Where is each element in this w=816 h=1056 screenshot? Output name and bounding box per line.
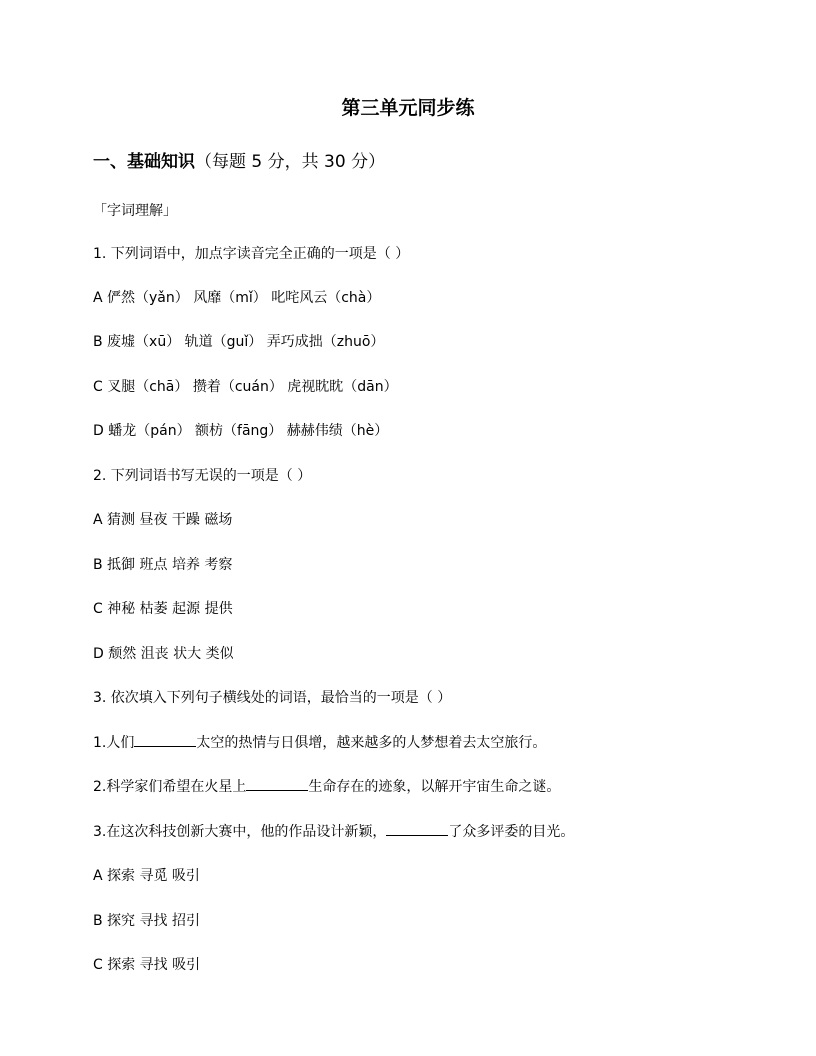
question-2-option-c: C 神秘 枯萎 起源 提供 — [93, 601, 233, 617]
question-3-sentence-1 — [93, 732, 546, 754]
section-heading-main: 一、基础知识 — [93, 152, 195, 172]
sentence-2-after: 生命存在的迹象，以解开宇宙生命之谜。 — [308, 779, 561, 795]
fill-blank-2 — [246, 776, 308, 791]
subheading: 「字词理解」 — [93, 203, 177, 219]
question-2-stem: 2. 下列词语书写无误的一项是（ ） — [93, 468, 312, 484]
question-3-option-c: C 探索 寻找 吸引 — [93, 957, 201, 973]
question-3-option-b: B 探究 寻找 招引 — [93, 913, 200, 929]
question-1-option-b: B 废墟（xū） 轨道（guǐ） 弄巧成拙（zhuō） — [93, 334, 385, 350]
question-2-option-a: A 猜测 昼夜 干躁 磁场 — [93, 512, 233, 528]
question-3-stem: 3. 依次填入下列句子横线处的词语，最恰当的一项是（ ） — [93, 690, 452, 706]
page-title: 第三单元同步练 — [341, 97, 475, 119]
question-3-sentence-3 — [93, 821, 574, 843]
question-1-stem: 1. 下列词语中，加点字读音完全正确的一项是（ ） — [93, 246, 410, 262]
question-1-option-a: A 俨然（yǎn） 风靡（mǐ） 叱咤风云（chà） — [93, 290, 381, 306]
question-1-option-d: D 蟠龙（pán） 额枋（fāng） 赫赫伟绩（hè） — [93, 423, 389, 439]
sentence-1-before: 1.人们 — [93, 735, 135, 751]
sentence-3-after: 了众多评委的目光。 — [448, 824, 575, 840]
question-3-sentence-2 — [93, 776, 560, 798]
section-heading — [93, 148, 385, 176]
section-heading-score: （每题 5 分，共 30 分） — [195, 152, 386, 172]
sentence-3-before: 3.在这次科技创新大赛中，他的作品设计新颖， — [93, 824, 387, 840]
sentence-2-before: 2.科学家们希望在火星上 — [93, 779, 247, 795]
question-3-option-a: A 探索 寻觅 吸引 — [93, 868, 200, 884]
question-2-option-b: B 抵御 班点 培养 考察 — [93, 557, 233, 573]
fill-blank-1 — [134, 732, 196, 747]
question-1-option-c: C 叉腿（chā） 攒着（cuán） 虎视眈眈（dān） — [93, 379, 398, 395]
fill-blank-3 — [386, 821, 448, 836]
sentence-1-after: 太空的热情与日俱增，越来越多的人梦想着去太空旅行。 — [196, 735, 547, 751]
question-2-option-d: D 颓然 沮丧 状大 类似 — [93, 646, 234, 662]
